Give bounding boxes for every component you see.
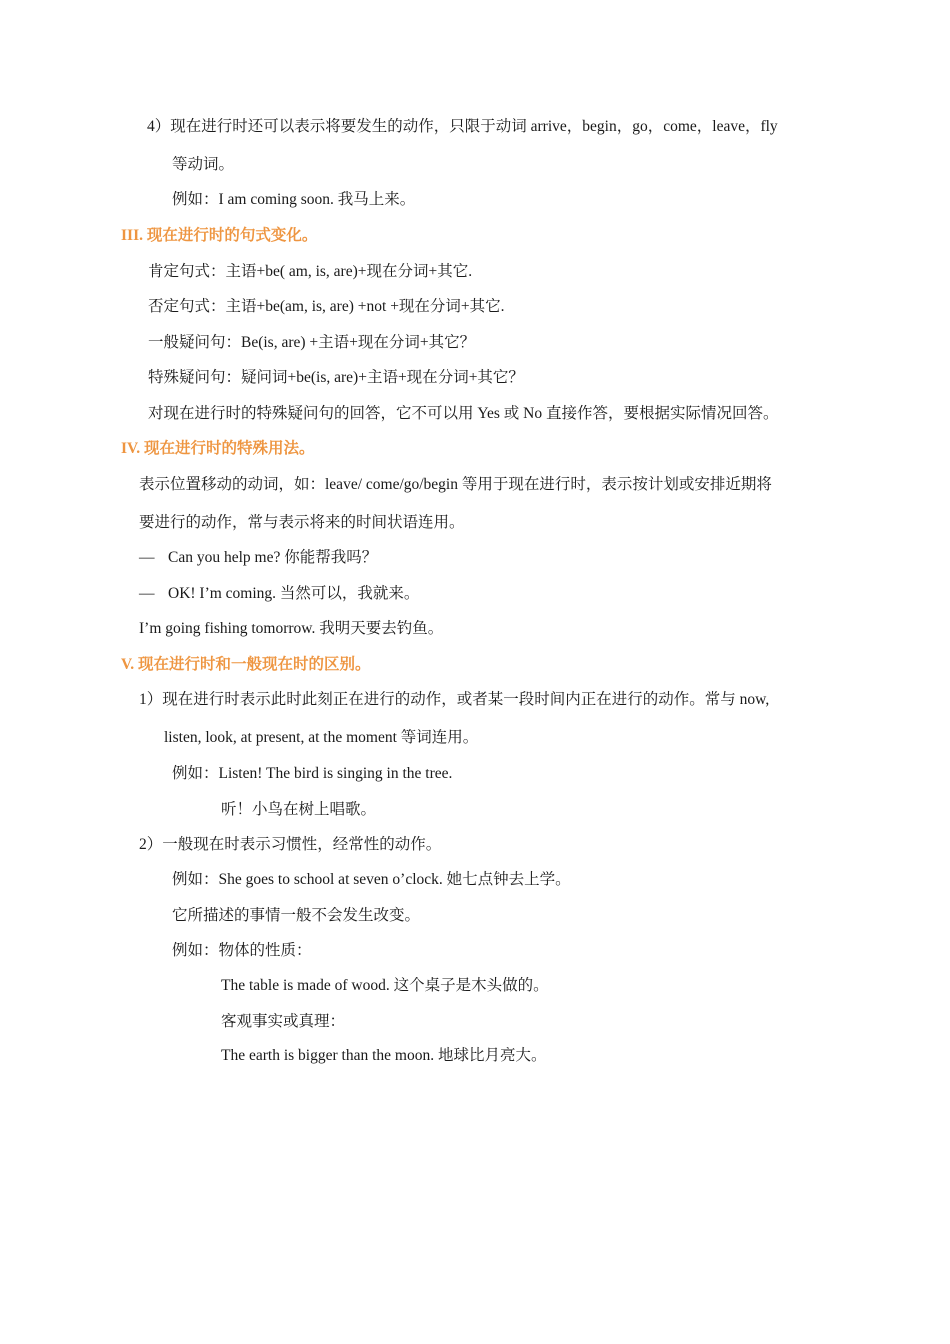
dialog-dash-1: — [139, 549, 155, 566]
item4-line2: 等动词。 [172, 156, 235, 173]
item4-line1: 4）现在进行时还可以表示将要发生的动作，只限于动词 arrive，begin，go，come，leave，fly [147, 118, 778, 135]
item2-example2-label: 例如：物体的性质： [172, 942, 312, 959]
special-question-form: 特殊疑问句：疑问词+be(is, are)+主语+现在分词+其它？ [148, 369, 524, 386]
negative-form: 否定句式：主语+be(am, is, are) +not +现在分词+其它. [148, 298, 505, 315]
section-iv-desc-line2: 要进行的动作，常与表示将来的时间状语连用。 [139, 514, 465, 531]
item2-fact-label: 客观事实或真理： [221, 1013, 346, 1030]
item1-example: 例如：Listen! The bird is singing in the tree. [172, 765, 453, 782]
section-iii-heading: III. 现在进行时的句式变化。 [121, 227, 318, 244]
section-iv-heading: IV. 现在进行时的特殊用法。 [121, 440, 315, 457]
section-v-heading: V. 现在进行时和一般现在时的区别。 [121, 656, 371, 673]
general-question-form: 一般疑问句：Be(is, are) +主语+现在分词+其它？ [148, 334, 476, 351]
item1-line2: listen, look, at present, at the moment 等词连用。 [164, 729, 479, 746]
item1-line1: 1）现在进行时表示此时此刻正在进行的动作，或者某一段时间内正在进行的动作。常与 now, [139, 691, 770, 708]
dialog-line-1: Can you help me? 你能帮我吗？ [168, 549, 378, 566]
item1-translation: 听！小鸟在树上唱歌。 [221, 801, 377, 818]
dialog-line-2: OK! I’m coming. 当然可以，我就来。 [168, 585, 420, 602]
section-iv-example: I’m going fishing tomorrow. 我明天要去钓鱼。 [139, 620, 444, 637]
item2-example: 例如：She goes to school at seven o’clock. 她七点钟去上学。 [172, 871, 571, 888]
item2-note: 它所描述的事情一般不会发生改变。 [172, 907, 421, 924]
item4-example: 例如：I am coming soon. 我马上来。 [172, 191, 416, 208]
dialog-dash-2: — [139, 585, 155, 602]
section-iv-desc-line1: 表示位置移动的动词，如：leave/ come/go/begin 等用于现在进行时，表示按计划或安排近期将 [139, 476, 772, 493]
answer-note: 对现在进行时的特殊疑问句的回答，它不可以用 Yes 或 No 直接作答，要根据实际情况回答。 [148, 405, 779, 422]
item2-line1: 2）一般现在时表示习惯性，经常性的动作。 [139, 836, 442, 853]
item2-fact-text: The earth is bigger than the moon. 地球比月亮大。 [221, 1047, 547, 1064]
affirmative-form: 肯定句式：主语+be( am, is, are)+现在分词+其它. [148, 263, 473, 280]
item2-example2-text: The table is made of wood. 这个桌子是木头做的。 [221, 977, 549, 994]
